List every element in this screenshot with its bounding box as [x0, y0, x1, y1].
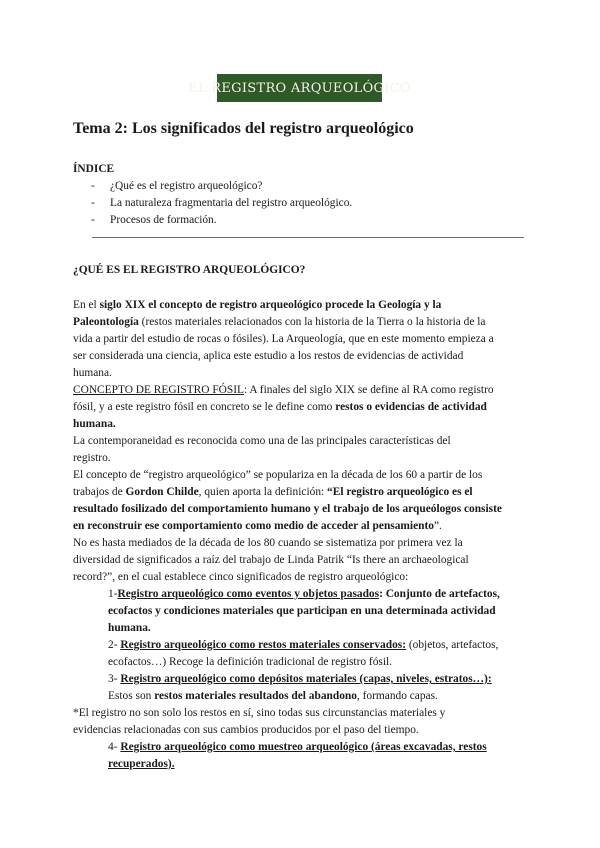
meaning-item-line: ecofactos y condiciones materiales que participan en una determinada actividad: [108, 605, 496, 617]
meaning-item: 3- Registro arqueológico como depósitos materiales (capas, niveles, estratos…):: [108, 673, 492, 685]
note-line: evidencias relacionadas con sus cambios producidos por el paso del tiempo.: [73, 724, 419, 736]
meaning-item-line: humana.: [108, 622, 151, 634]
paragraph-line: En el siglo XIX el concepto de registro arqueológico procede la Geología y la: [73, 299, 442, 311]
meaning-item: 4- Registro arqueológico como muestreo arqueológico (áreas excavadas, restos: [108, 741, 487, 753]
paragraph-line: resultado fosilizado del comportamiento humano y el trabajo de los arqueólogos consiste: [73, 503, 502, 515]
paragraph-line: record?”, en el cual establece cinco significados de registro arqueológico:: [73, 571, 409, 583]
section-divider: [92, 237, 524, 238]
document-banner: EL REGISTRO ARQUEOLÓGICO: [217, 74, 382, 102]
index-bullet: -: [91, 214, 95, 226]
note-line: *El registro no son solo los restos en sí, sino todas sus circunstancias materiales y: [73, 707, 446, 719]
paragraph-line: diversidad de significados a raíz del trabajo de Linda Patrik “Is there an archaeological: [73, 554, 469, 566]
paragraph-line: fósil, y a este registro fósil en concreto se le define como restos o evidencias de actividad: [73, 401, 487, 413]
paragraph-line: Paleontología (restos materiales relacionados con la historia de la Tierra o la historia de la: [73, 316, 486, 328]
paragraph-line: humana.: [73, 418, 116, 430]
meaning-item: 1-Registro arqueológico como eventos y objetos pasados: Conjunto de artefactos,: [108, 588, 500, 600]
paragraph-line: humana.: [73, 367, 112, 379]
paragraph-line: El concepto de “registro arqueológico” se populariza en la década de los 60 a partir de los: [73, 469, 483, 481]
index-item: Procesos de formación.: [110, 214, 217, 226]
index-item: ¿Qué es el registro arqueológico?: [110, 180, 263, 192]
index-item: La naturaleza fragmentaria del registro arqueológico.: [110, 197, 353, 209]
meaning-item-line: Estos son restos materiales resultados del abandono, formando capas.: [108, 690, 438, 702]
paragraph-line: en reconstruir ese comportamiento como medio de acceder al pensamiento”.: [73, 520, 442, 532]
paragraph-line: CONCEPTO DE REGISTRO FÓSIL: A finales del siglo XIX se define al RA como registro: [73, 384, 494, 396]
meaning-item: 2- Registro arqueológico como restos materiales conservados: (objetos, artefactos,: [108, 639, 499, 651]
section-heading: ¿QUÉ ES EL REGISTRO ARQUEOLÓGICO?: [73, 264, 306, 276]
paragraph-line: vida a partir del estudio de rocas o fósiles). La Arqueología, que en este momento empieza a: [73, 333, 494, 345]
paragraph-line: ser considerada una ciencia, aplica este estudio a los restos de evidencias de actividad: [73, 350, 464, 362]
meaning-item-line: recuperados).: [108, 758, 175, 770]
paragraph-line: registro.: [73, 452, 111, 464]
index-bullet: -: [91, 180, 95, 192]
meaning-item-line: ecofactos…) Recoge la definición tradicional de registro fósil.: [108, 656, 393, 668]
paragraph-line: La contemporaneidad es reconocida como una de las principales características del: [73, 435, 451, 447]
paragraph-line: No es hasta mediados de la década de los 80 cuando se sistematiza por primera vez la: [73, 537, 463, 549]
index-heading: ÍNDICE: [73, 163, 115, 175]
page-title: Tema 2: Los significados del registro arqueológico: [73, 120, 414, 137]
index-bullet: -: [91, 197, 95, 209]
paragraph-line: trabajos de Gordon Childe, quien aporta la definición: “El registro arqueológico es el: [73, 486, 473, 498]
